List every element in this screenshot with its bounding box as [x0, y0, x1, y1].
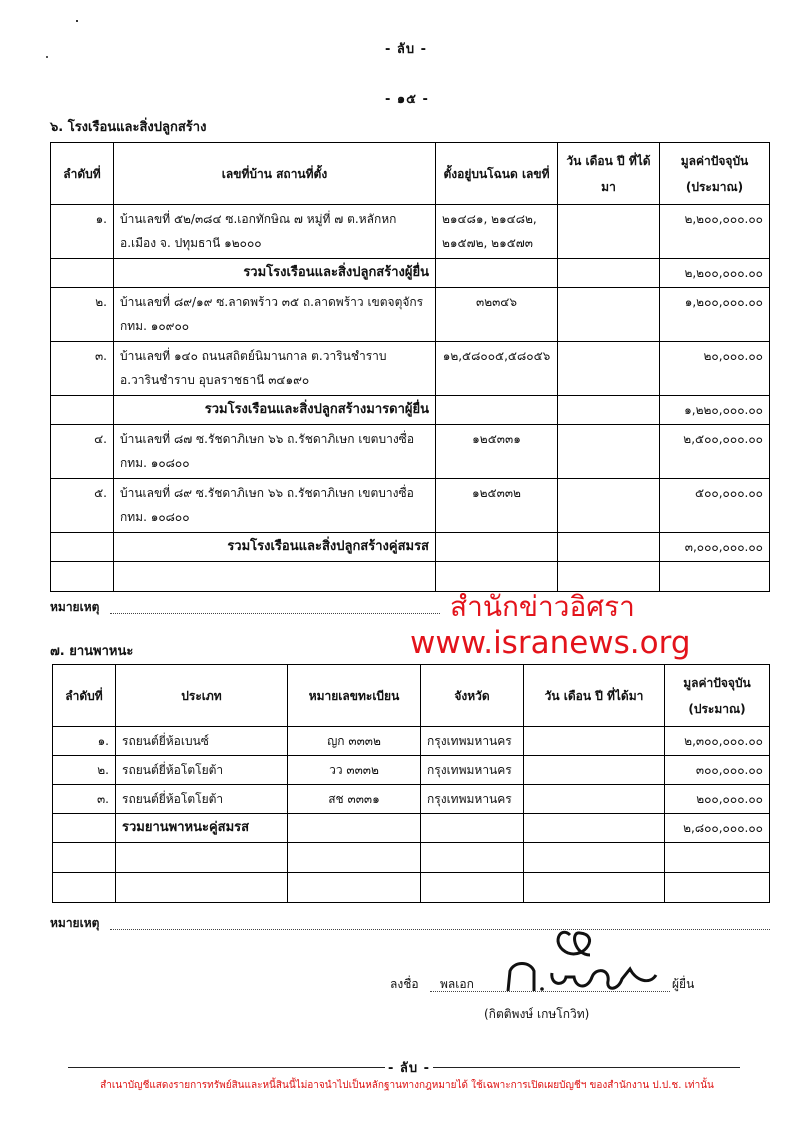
handwritten-signature	[500, 925, 680, 995]
row-date	[558, 479, 660, 533]
vehicles-table	[52, 664, 770, 903]
section6-title: ๖. โรงเรือนและสิ่งปลูกสร้าง	[50, 120, 207, 135]
row-value: ๒๐๐,๐๐๐.๐๐	[665, 785, 770, 814]
col-header-address: เลขที่บ้าน สถานที่ตั้ง	[114, 143, 436, 205]
col-header-value: มูลค่าปัจจุบัน (ประมาณ)	[660, 143, 770, 205]
row-province: กรุงเทพมหานคร	[421, 785, 524, 814]
signer-rank: พลเอก	[440, 977, 474, 991]
table-row	[51, 342, 770, 396]
row-value: ๒,๓๐๐,๐๐๐.๐๐	[665, 727, 770, 756]
subtotal-value: ๓,๐๐๐,๐๐๐.๐๐	[660, 533, 770, 562]
subtotal-label: รวมโรงเรือนและสิ่งปลูกสร้างมารดาผู้ยื่น	[114, 396, 436, 425]
col-header-deed: ตั้งอยู่บนโฉนด เลขที่	[436, 143, 558, 205]
section7-title: ๗. ยานพาหนะ	[50, 644, 134, 659]
row-date	[524, 756, 665, 785]
buildings-table	[50, 142, 770, 592]
col-header-no: ลำดับที่	[51, 143, 114, 205]
table-row	[53, 756, 770, 785]
watermark-url: www.isranews.org	[410, 625, 691, 661]
row-no: ๒.	[51, 288, 114, 342]
table-row	[53, 785, 770, 814]
row-value: ๒,๕๐๐,๐๐๐.๐๐	[660, 425, 770, 479]
row-deed: ๓๒๓๔๖	[436, 288, 558, 342]
row-deed: ๑๒๕๓๓๒	[436, 479, 558, 533]
scan-speck	[76, 20, 78, 22]
subtotal-value: ๒,๒๐๐,๐๐๐.๐๐	[660, 259, 770, 288]
footer-disclaimer: สำเนาบัญชีแสดงรายการทรัพย์สินและหนี้สินนี้ไม่อาจนำไปเป็นหลักฐานทางกฎหมายได้ ใช้เฉพาะการเปิดเผยบัญชีฯ ของสำนักงาน ป.ป.ช. เท่านั้น	[100, 1080, 714, 1091]
col-header-province: จังหวัด	[421, 665, 524, 727]
row-deed: ๒๑๔๘๑, ๒๑๔๘๒, ๒๑๕๗๒, ๒๑๕๗๓	[436, 205, 558, 259]
row-no: ๑.	[51, 205, 114, 259]
row-no: ๓.	[53, 785, 116, 814]
section6-remark-line	[110, 612, 440, 614]
subtotal-row	[51, 396, 770, 425]
row-province: กรุงเทพมหานคร	[421, 727, 524, 756]
table-row	[51, 479, 770, 533]
row-no: ๕.	[51, 479, 114, 533]
table-row	[51, 288, 770, 342]
row-type: รถยนต์ยี่ห้อเบนซ์	[116, 727, 288, 756]
col-header-date: วัน เดือน ปี ที่ได้มา	[524, 665, 665, 727]
row-date	[558, 288, 660, 342]
row-date	[558, 342, 660, 396]
col-header-date: วัน เดือน ปี ที่ได้มา	[558, 143, 660, 205]
watermark-name: สำนักข่าวอิศรา	[450, 590, 635, 623]
subtotal-label: รวมยานพาหนะคู่สมรส	[116, 814, 288, 843]
row-plate: วว ๓๓๓๒	[288, 756, 421, 785]
subtotal-label: รวมโรงเรือนและสิ่งปลูกสร้างคู่สมรส	[114, 533, 436, 562]
blank-row	[51, 562, 770, 592]
row-value: ๕๐๐,๐๐๐.๐๐	[660, 479, 770, 533]
row-address: บ้านเลขที่ ๘๙/๑๙ ซ.ลาดพร้าว ๓๕ ถ.ลาดพร้าว เขตจตุจักร กทม. ๑๐๙๐๐	[114, 288, 436, 342]
row-date	[558, 425, 660, 479]
subtotal-value: ๒,๘๐๐,๐๐๐.๐๐	[665, 814, 770, 843]
section7-remark-label: หมายเหตุ	[50, 916, 100, 930]
subtotal-row	[51, 259, 770, 288]
col-header-type: ประเภท	[116, 665, 288, 727]
row-plate: ญก ๓๓๓๒	[288, 727, 421, 756]
sign-label: ลงชื่อ	[390, 977, 419, 991]
page-number: - ๑๕ -	[385, 92, 429, 107]
confidential-top-label: - ลับ -	[385, 42, 428, 57]
row-value: ๒๐,๐๐๐.๐๐	[660, 342, 770, 396]
col-header-value: มูลค่าปัจจุบัน (ประมาณ)	[665, 665, 770, 727]
row-value: ๑,๒๐๐,๐๐๐.๐๐	[660, 288, 770, 342]
col-header-no: ลำดับที่	[53, 665, 116, 727]
row-date	[558, 205, 660, 259]
row-no: ๓.	[51, 342, 114, 396]
row-deed: ๑๒,๕๘๐๐๕,๕๘๐๕๖	[436, 342, 558, 396]
row-type: รถยนต์ยี่ห้อโตโยต้า	[116, 785, 288, 814]
subtotal-label: รวมโรงเรือนและสิ่งปลูกสร้างผู้ยื่น	[114, 259, 436, 288]
row-address: บ้านเลขที่ ๑๔๐ ถนนสถิตย์นิมานกาล ต.วารินชำราบ อ.วารินชำราบ อุบลราชธานี ๓๔๑๙๐	[114, 342, 436, 396]
subtotal-row	[53, 814, 770, 843]
row-date	[524, 785, 665, 814]
row-address: บ้านเลขที่ ๕๒/๓๘๔ ซ.เอกทักษิณ ๗ หมู่ที่ ๗ ต.หลักหก อ.เมือง จ. ปทุมธานี ๑๒๐๐๐	[114, 205, 436, 259]
blank-row	[53, 873, 770, 903]
table-row	[51, 425, 770, 479]
row-value: ๓๐๐,๐๐๐.๐๐	[665, 756, 770, 785]
blank-row	[53, 843, 770, 873]
confidential-bottom-label: - ลับ -	[385, 1057, 433, 1078]
scan-speck	[46, 56, 48, 58]
signer-suffix: ผู้ยื่น	[672, 977, 695, 991]
row-no: ๑.	[53, 727, 116, 756]
subtotal-value: ๑,๒๒๐,๐๐๐.๐๐	[660, 396, 770, 425]
row-value: ๒,๒๐๐,๐๐๐.๐๐	[660, 205, 770, 259]
row-no: ๔.	[51, 425, 114, 479]
row-province: กรุงเทพมหานคร	[421, 756, 524, 785]
row-type: รถยนต์ยี่ห้อโตโยต้า	[116, 756, 288, 785]
row-no: ๒.	[53, 756, 116, 785]
row-date	[524, 727, 665, 756]
table-row	[51, 205, 770, 259]
row-address: บ้านเลขที่ ๘๙ ซ.รัชดาภิเษก ๖๖ ถ.รัชดาภิเษก เขตบางซื่อ กทม. ๑๐๘๐๐	[114, 479, 436, 533]
row-deed: ๑๒๕๓๓๑	[436, 425, 558, 479]
row-address: บ้านเลขที่ ๘๗ ซ.รัชดาภิเษก ๖๖ ถ.รัชดาภิเษก เขตบางซื่อ กทม. ๑๐๘๐๐	[114, 425, 436, 479]
row-plate: สช ๓๓๓๑	[288, 785, 421, 814]
signer-name: (กิตติพงษ์ เกษโกวิท)	[484, 1007, 590, 1021]
col-header-plate: หมายเลขทะเบียน	[288, 665, 421, 727]
table-row	[53, 727, 770, 756]
subtotal-row	[51, 533, 770, 562]
section6-remark-label: หมายเหตุ	[50, 600, 100, 614]
